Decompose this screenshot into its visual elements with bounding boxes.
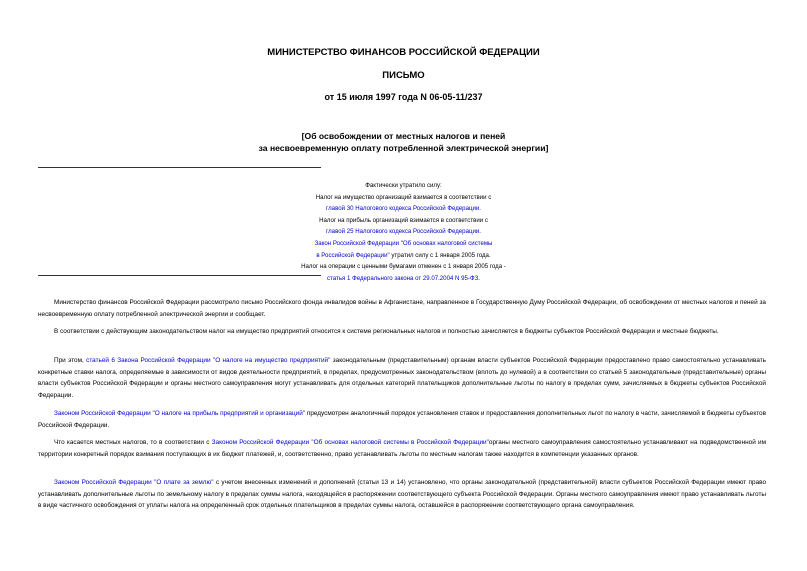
paragraph-4 [38,408,766,431]
paragraph-3 [38,355,766,401]
p6-post-text: с учетом внесенных изменений и дополнений (статьи 13 и 14) установлено, что органы законодательной (представительной) власти субъектов Российской Федерации имеют право устанавливать дополнительные льготы по земельному налогу в пределах суммы налога, находящейся в распоряжении соответствующего субъекта Российской Федерации. Органы местного самоуправления имеют право устанавливать льготы в виде частичного освобождения от уплаты налога на определенный срок отдельных плательщиков в пределах суммы налога, оставшейся в распоряжении соответствующего органа самоуправления. [38,479,767,509]
bottom-divider [38,275,321,276]
link-tax-system-law[interactable]: Законом Российской Федерации "Об основах налоговой системы в Российской Федерации" [211,439,489,446]
date-number-heading: от 15 июля 1997 года N 06-05-11/237 [324,92,483,102]
doc-type-heading: ПИСЬМО [382,70,425,81]
status-note: Фактически утратило силу: Налог на имущество организаций взимается в соответствии с главой 30 Налогового кодекса Российской Федерации. Налог на прибыль организаций взимается в соответствии с главой 25 Налогового кодекса Российской Федерации. Закон Российской Федерации "Об основах налоговой системы в Российской Федерации" утратил силу с 1 января 2005 года. Налог на операции с ценными бумагами отменен с 1 января 2005 года - статья 1 Федерального закона от 29.07.2004 N 95-ФЗ. [230,180,577,284]
p4-post-text: предусмотрен аналогичный порядок установления ставок и предоставления дополнительных льгот по налогу в части, зачисляемой в бюджеты субъектов Российской Федерации. [38,410,766,429]
link-chapter-25[interactable]: главой 25 Налогового кодекса Российской Федерации [326,228,480,236]
paragraph-1: Министерство финансов Российской Федерации рассмотрело письмо Российского фонда инвалидов войны в Афганистане, направленное в Государственную Думу Российской Федерации, об освобождении от местных налогов и пеней за несвоевременную оплату потребленной электрической энергии и сообщает. [38,299,766,318]
subject-line-2: за несвоевременную оплату потребленной электрической энергии] [258,143,549,153]
subject-line-1: [Об освобождении от местных налогов и пеней [301,131,506,141]
note-line-2-text: Налог на прибыль организаций взимается в соответствии с [319,216,488,224]
lost-force-text: Фактически утратило силу: [365,182,442,189]
p5-pre-text: Что касается местных налогов, то в соответствии с [54,439,212,446]
p3-post-text: законодательным (представительным) органам власти субъектов Российской Федерации предоставлено право самостоятельно устанавливать конкретные ставки налога, определяемые в зависимости от видов деятельности предприятий, в пределах, предусмотренных законодательством (вплоть до нулевой) а в соответствии со статьей 5 законодательные (представительные) органы власти субъектов Российской Федерации и органы местного самоуправления могут устанавливать для отдельных категорий плательщиков дополнительные льготы по налогу в пределах сумм, зачисляемых в бюджеты субъектов Российской Федерации. [38,357,766,399]
document-subject [200,130,607,154]
link-tax-system-law-a[interactable]: Закон Российской Федерации "Об основах налоговой системы [314,239,493,247]
ministry-heading: МИНИСТЕРСТВО ФИНАНСОВ РОССИЙСКОЙ ФЕДЕРАЦИИ [267,47,540,58]
link-property-tax-law[interactable]: статьей 6 Закона Российской Федерации "О налоге на имущество предприятий" [86,357,331,364]
link-tax-system-law-b[interactable]: в Российской Федерации" [316,251,390,259]
note-line-1-text: Налог на имущество организаций взимается в соответствии с [315,193,492,201]
top-divider [38,167,321,168]
link-land-payment-law[interactable]: Законом Российской Федерации "О плате за землю" [54,479,214,486]
note-line-4-text: Налог на операции с ценными бумагами отменен с 1 января 2005 года - [301,263,506,271]
p3-pre-text: При этом, [54,357,87,364]
link-chapter-30[interactable]: главой 30 Налогового кодекса Российской Федерации [326,205,480,213]
paragraph-6 [38,477,766,512]
note-line-3-text: утратил силу с 1 января 2005 года. [389,251,491,259]
link-federal-law-95[interactable]: статья 1 Федерального закона от 29.07.2004 N 95-ФЗ [327,274,479,282]
p5-post-text: органы местного самоуправления самостоятельно устанавливают на подведомственной им территории конкретный порядок взимания поступающих в их бюджет платежей, и, соответственно, право устанавливать льготы по местным налогам также находится в компетенции указанных органов. [38,439,766,458]
paragraph-5 [38,437,766,460]
paragraph-2: В соответствии с действующим законодательством налог на имущество предприятий относится к системе региональных налогов и полностью зачисляется в бюджеты субъектов Российской Федерации и местные бюджеты. [54,328,719,335]
link-profit-tax-law[interactable]: Законом Российской Федерации "О налоге на прибыль предприятий и организаций" [54,410,306,417]
